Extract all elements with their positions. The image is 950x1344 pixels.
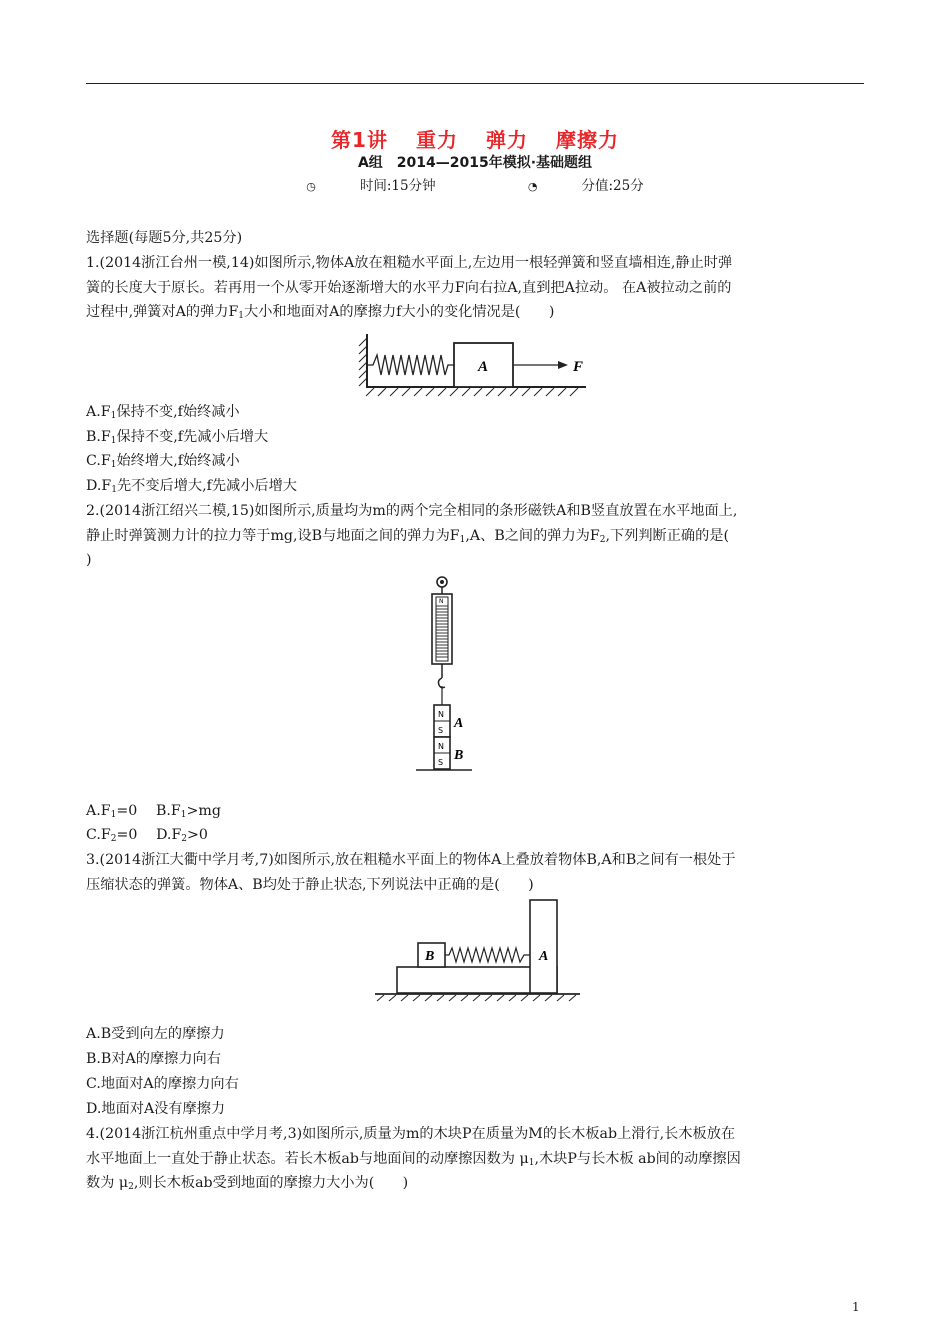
force-label: F bbox=[573, 359, 584, 375]
q4-line: 水平地面上一直处于静止状态。若长木板ab与地面间的动摩擦因数为 $\mu_1$,木块P与长木板 ab间的动摩擦因 bbox=[86, 1151, 741, 1168]
q3-line: 3.(2014浙江大衢中学月考,7)如图所示,放在粗糙水平面上的物体A上叠放着物体B,A和B之间有一根处于 bbox=[86, 852, 736, 868]
q1-option-c: $C.F_1$始终增大,f始终减小 bbox=[86, 453, 240, 470]
time-label: 时间:15分钟 bbox=[359, 178, 436, 194]
spring bbox=[445, 948, 530, 962]
q3-figure bbox=[372, 896, 582, 1002]
q4-line: 4.(2014浙江杭州重点中学月考,3)如图所示,质量为m的木块P在质量为M的长木板ab上滑行,长木板放在 bbox=[86, 1126, 736, 1142]
header-rule bbox=[86, 83, 864, 84]
q1-line: 过程中,弹簧对A的弹力$F_1$大小和地面对A的摩擦力f大小的变化情况是( ) bbox=[86, 304, 555, 321]
label-b: B bbox=[454, 748, 464, 763]
q2-line: ) bbox=[86, 552, 92, 568]
q1-option-a: $A.F_1$保持不变,f始终减小 bbox=[86, 404, 240, 421]
q1-option-b: $B.F_1$保持不变,f先减小后增大 bbox=[86, 429, 269, 446]
svg-text:S: S bbox=[438, 726, 444, 735]
title-part: 摩擦力 bbox=[555, 128, 619, 152]
page-number: 1 bbox=[852, 1300, 860, 1314]
scale-mark: N bbox=[439, 598, 444, 605]
q2-figure bbox=[410, 574, 500, 776]
q4-line: 数为 $\mu_2$,则长木板ab受到地面的摩擦力大小为( ) bbox=[86, 1175, 409, 1192]
page-title bbox=[0, 124, 950, 153]
title-part: 弹力 bbox=[485, 128, 528, 152]
q1-figure bbox=[356, 330, 596, 398]
clock-icon: ◷ bbox=[306, 180, 316, 193]
label-a: A bbox=[539, 949, 549, 964]
meta-info bbox=[0, 174, 950, 194]
svg-text:N: N bbox=[438, 710, 444, 719]
label-a: A bbox=[454, 716, 464, 731]
q1-line: 簧的长度大于原长。若再用一个从零开始逐渐增大的水平力F向右拉A,直到把A拉动。 在A被拉动之前的 bbox=[86, 280, 732, 296]
svg-text:S: S bbox=[438, 758, 444, 767]
q1-line: 1.(2014浙江台州一模,14)如图所示,物体A放在粗糙水平面上,左边用一根轻弹簧和竖直墙相连,静止时弹 bbox=[86, 255, 733, 271]
spring bbox=[367, 355, 454, 375]
q1-option-d: $D.F_1$先不变后增大,f先减小后增大 bbox=[86, 478, 297, 495]
q3-option-b: B.B对A的摩擦力向右 bbox=[86, 1051, 221, 1067]
title-part: 第1讲 bbox=[331, 128, 388, 152]
label-b: B bbox=[425, 949, 435, 964]
q3-option-a: A.B受到向左的摩擦力 bbox=[86, 1026, 225, 1042]
section-heading: 选择题(每题5分,共25分) bbox=[86, 230, 243, 246]
page-subtitle: A组 2014—2015年模拟·基础题组 bbox=[357, 155, 593, 171]
q2-line: 静止时弹簧测力计的拉力等于mg,设B与地面之间的弹力为$F_1,A$、B之间的弹力为$F_2$,下列判断正确的是( bbox=[86, 528, 729, 545]
q2-options-row2: $C.F_2=0$ $D.F_2>0$ bbox=[86, 827, 208, 844]
score-label: 分值:25分 bbox=[581, 178, 644, 194]
q2-line: 2.(2014浙江绍兴二模,15)如图所示,质量均为m的两个完全相同的条形磁铁A和B竖直放置在水平地面上, bbox=[86, 503, 738, 519]
q3-line: 压缩状态的弹簧。物体A、B均处于静止状态,下列说法中正确的是( ) bbox=[86, 877, 534, 893]
svg-text:N: N bbox=[438, 742, 444, 751]
q2-options-row1: $A.F_1=0$ $B.F_1>mg$ bbox=[86, 803, 221, 820]
score-icon: ◔ bbox=[527, 180, 538, 193]
title-part: 重力 bbox=[415, 128, 458, 152]
q3-option-c: C.地面对A的摩擦力向右 bbox=[86, 1076, 239, 1092]
block-a-label: A bbox=[478, 359, 489, 375]
q3-option-d: D.地面对A没有摩擦力 bbox=[86, 1101, 226, 1117]
